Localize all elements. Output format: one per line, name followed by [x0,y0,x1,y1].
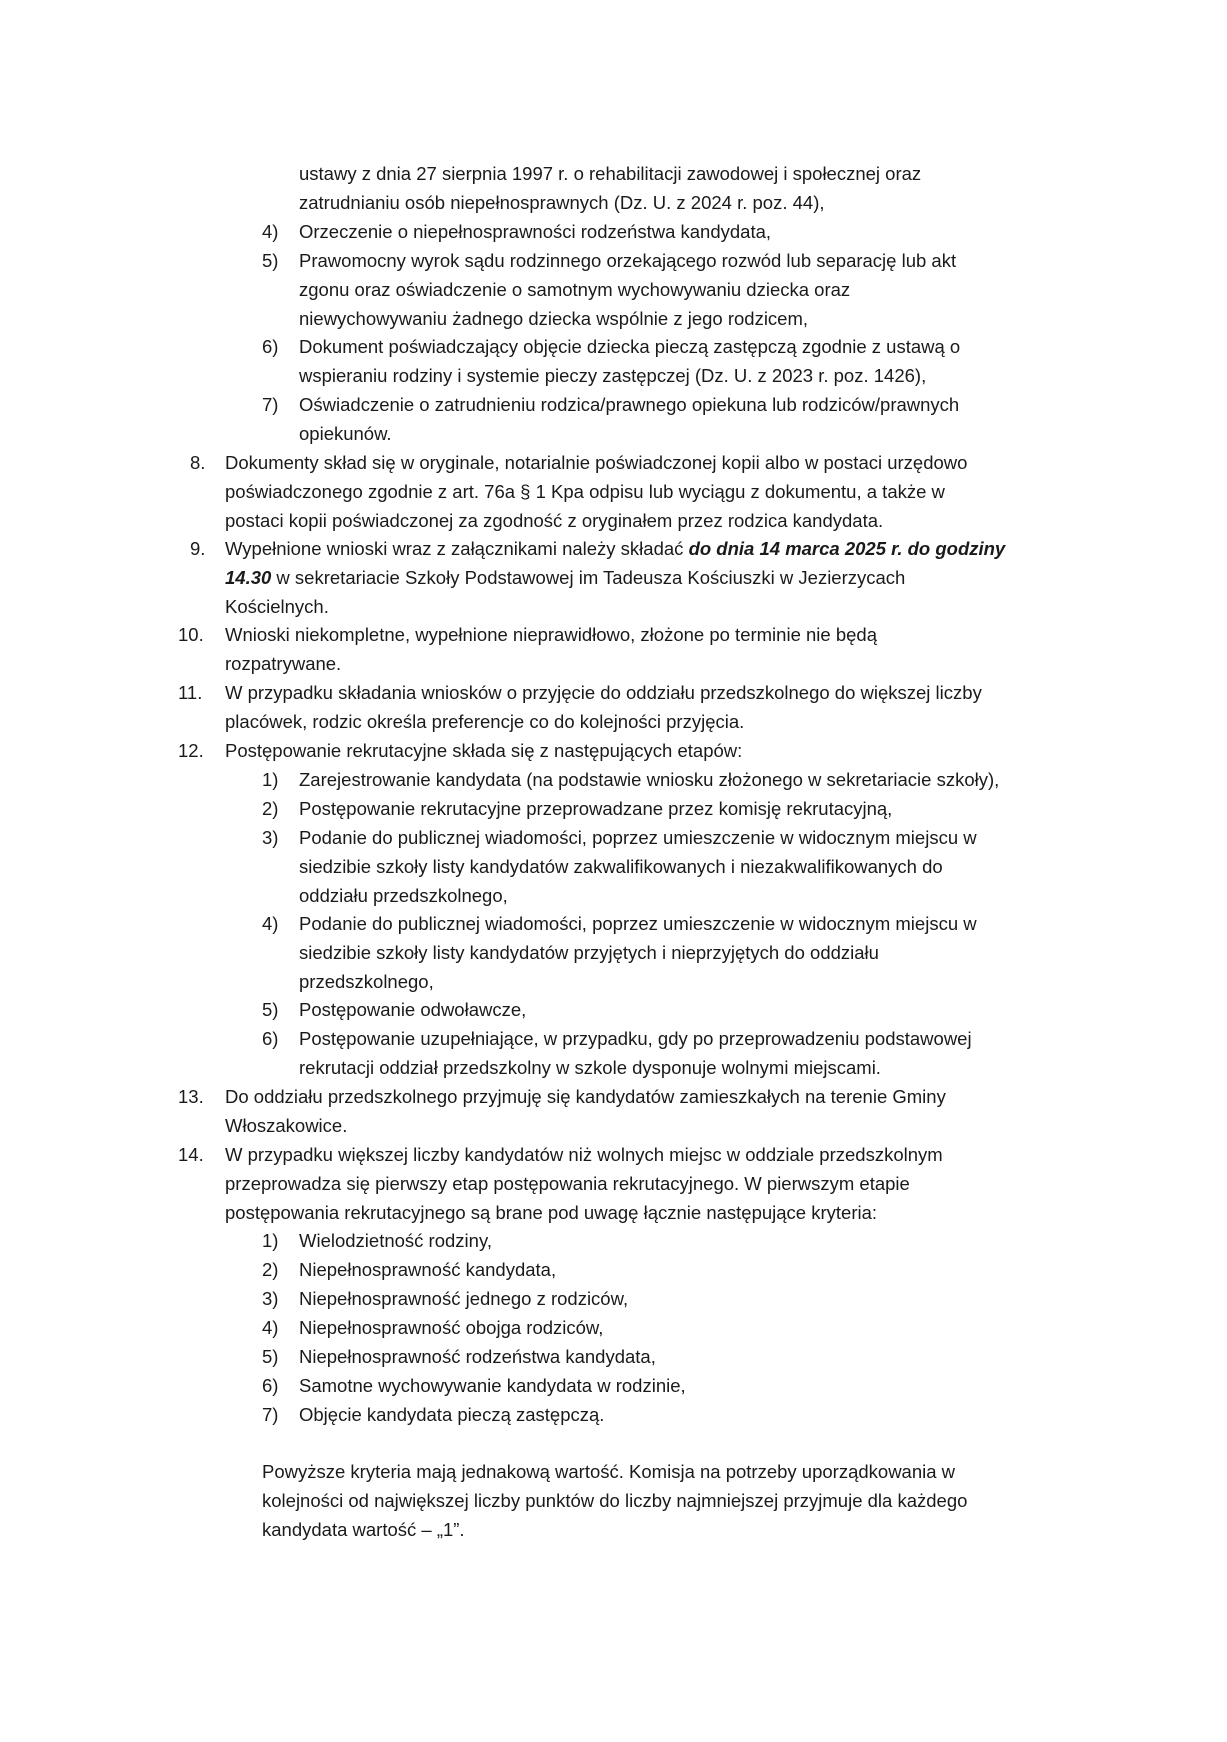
text-line: placówek, rodzic określa preferencje co do kolejności przyjęcia. [225,710,745,732]
deadline-emphasis: do dnia 14 marca 2025 r. do godziny [688,538,1006,559]
list-item [299,1343,656,1372]
text-line: postaci kopii poświadczonej za zgodność z oryginałem przez rodzica kandydata. [225,509,884,531]
continuation-paragraph [299,160,921,218]
list-item [299,1314,603,1343]
list-item [299,1285,628,1314]
closing-paragraph [262,1458,967,1544]
text-line: postępowania rekrutacyjnego są brane pod uwagę łącznie następujące kryteria: [225,1201,878,1223]
text-line: Niepełnosprawność rodzeństwa kandydata, [299,1346,656,1367]
list-item [299,1256,556,1285]
text-line: Dokumenty skład się w oryginale, notarialnie poświadczonej kopii albo w postaci urzędowo [225,452,968,473]
text-line: kandydata wartość – „1”. [262,1518,465,1540]
text-line: wspieraniu rodziny i systemie pieczy zastępczej (Dz. U. z 2023 r. poz. 1426), [299,364,927,386]
list-number: 13. [178,1086,204,1107]
text-line: W przypadku składania wniosków o przyjęcie do oddziału przedszkolnego do większej liczby [225,682,982,703]
text-line: Wnioski niekompletne, wypełnione nieprawidłowo, złożone po terminie nie będą [225,624,877,645]
list-item [299,824,977,910]
text-line [225,535,1005,564]
list-number: 7) [262,1404,279,1425]
text-line: Niepełnosprawność jednego z rodziców, [299,1288,629,1309]
list-item [225,535,1005,621]
text-line: Orzeczenie o niepełnosprawności rodzeństwa kandydata, [299,221,772,242]
list-item [299,795,892,824]
list-number: 5) [262,1346,279,1367]
text-line: Postępowanie uzupełniające, w przypadku, gdy po przeprowadzeniu podstawowej [299,1028,972,1049]
list-number: 5) [262,250,279,271]
list-number: 3) [262,827,279,848]
list-item [299,391,959,449]
list-number: 11. [178,682,203,703]
list-item [299,1227,492,1256]
list-number: 2) [262,1259,279,1280]
list-item [299,910,977,996]
list-item [225,449,967,535]
list-item [225,1083,946,1141]
text-line: Powyższe kryteria mają jednakową wartość. Komisja na potrzeby uporządkowania w [262,1461,956,1482]
text-line: Zarejestrowanie kandydata (na podstawie wniosku złożonego w sekretariacie szkoły), [299,769,1000,790]
text-line: Postępowanie rekrutacyjne składa się z następujących etapów: [225,740,743,761]
list-item [299,247,956,333]
text-line: Postępowanie odwoławcze, [299,999,527,1020]
list-number: 9. [190,538,206,559]
text-line: zgonu oraz oświadczenie o samotnym wychowywaniu dziecka oraz [299,278,851,300]
list-number: 4) [262,1317,279,1338]
list-item [299,1401,604,1430]
text-line: przeprowadza się pierwszy etap postępowania rekrutacyjnego. W pierwszym etapie [225,1172,910,1194]
text-line: poświadczonego zgodnie z art. 76a § 1 Kpa odpisu lub wyciągu z dokumentu, a także w [225,480,945,502]
text-line: Postępowanie rekrutacyjne przeprowadzane przez komisję rekrutacyjną, [299,798,893,819]
list-number: 7) [262,394,279,415]
text-line: Podanie do publicznej wiadomości, poprzez umieszczenie w widocznym miejscu w [299,913,977,934]
list-item [299,766,999,795]
text-line: Samotne wychowywanie kandydata w rodzinie, [299,1375,686,1396]
list-number: 5) [262,999,279,1020]
list-item [225,679,982,737]
list-item [299,333,960,391]
text-line: oddziału przedszkolnego, [299,884,508,906]
text-line: rozpatrywane. [225,652,342,674]
list-number: 14. [178,1144,204,1165]
list-item [299,1025,972,1083]
list-number: 12. [178,740,204,761]
list-number: 6) [262,1375,279,1396]
list-number: 2) [262,798,279,819]
list-number: 4) [262,913,279,934]
text-line: Prawomocny wyrok sądu rodzinnego orzekającego rozwód lub separację lub akt [299,250,957,271]
list-item [299,218,771,247]
list-item [225,621,877,679]
text-line: niewychowywaniu żadnego dziecka wspólnie z jego rodzicem, [299,307,809,329]
list-item [225,1141,943,1227]
text-line: kolejności od największej liczby punktów do liczby najmniejszej przyjmuje dla każdego [262,1489,968,1511]
text-line: siedzibie szkoły listy kandydatów przyjętych i nieprzyjętych do oddziału [299,941,879,963]
list-number: 3) [262,1288,279,1309]
list-number: 1) [262,1230,279,1251]
deadline-time-emphasis: 14.30 [225,566,272,588]
text-line: Niepełnosprawność obojga rodziców, [299,1317,604,1338]
text-line: Podanie do publicznej wiadomości, poprzez umieszczenie w widocznym miejscu w [299,827,977,848]
text-line: Objęcie kandydata pieczą zastępczą. [299,1404,605,1425]
text-line: Dokument poświadczający objęcie dziecka pieczą zastępczą zgodnie z ustawą o [299,336,961,357]
list-number: 8. [190,452,206,473]
list-number: 10. [178,624,204,645]
text-line: Oświadczenie o zatrudnieniu rodzica/prawnego opiekuna lub rodziców/prawnych [299,394,960,415]
list-item [299,1372,686,1401]
list-number: 1) [262,769,279,790]
list-number: 6) [262,1028,279,1049]
text-line: przedszkolnego, [299,970,434,992]
list-item [225,737,742,766]
text-line: W przypadku większej liczby kandydatów niż wolnych miejsc w oddziale przedszkolnym [225,1144,943,1165]
list-item [299,996,526,1025]
text-line: zatrudnianiu osób niepełnosprawnych (Dz. U. z 2024 r. poz. 44), [299,191,825,213]
text-line: Włoszakowice. [225,1114,348,1136]
list-number: 6) [262,336,279,357]
text-line: Do oddziału przedszkolnego przyjmuję się kandydatów zamieszkałych na terenie Gminy [225,1086,946,1107]
text-line: Wielodzietność rodziny, [299,1230,492,1251]
text-run: Wypełnione wnioski wraz z załącznikami należy składać [225,538,689,559]
text-line: ustawy z dnia 27 sierpnia 1997 r. o rehabilitacji zawodowej i społecznej oraz [299,163,922,184]
text-line [225,564,1005,593]
text-run: w sekretariacie Szkoły Podstawowej im Tadeusza Kościuszki w Jezierzycach [271,566,906,588]
text-line: Niepełnosprawność kandydata, [299,1259,557,1280]
list-number: 4) [262,221,279,242]
text-line: rekrutacji oddział przedszkolny w szkole dysponuje wolnymi miejscami. [299,1056,881,1078]
text-line: opiekunów. [299,422,392,444]
text-line: siedzibie szkoły listy kandydatów zakwalifikowanych i niezakwalifikowanych do [299,855,943,877]
text-line: Kościelnych. [225,595,329,617]
